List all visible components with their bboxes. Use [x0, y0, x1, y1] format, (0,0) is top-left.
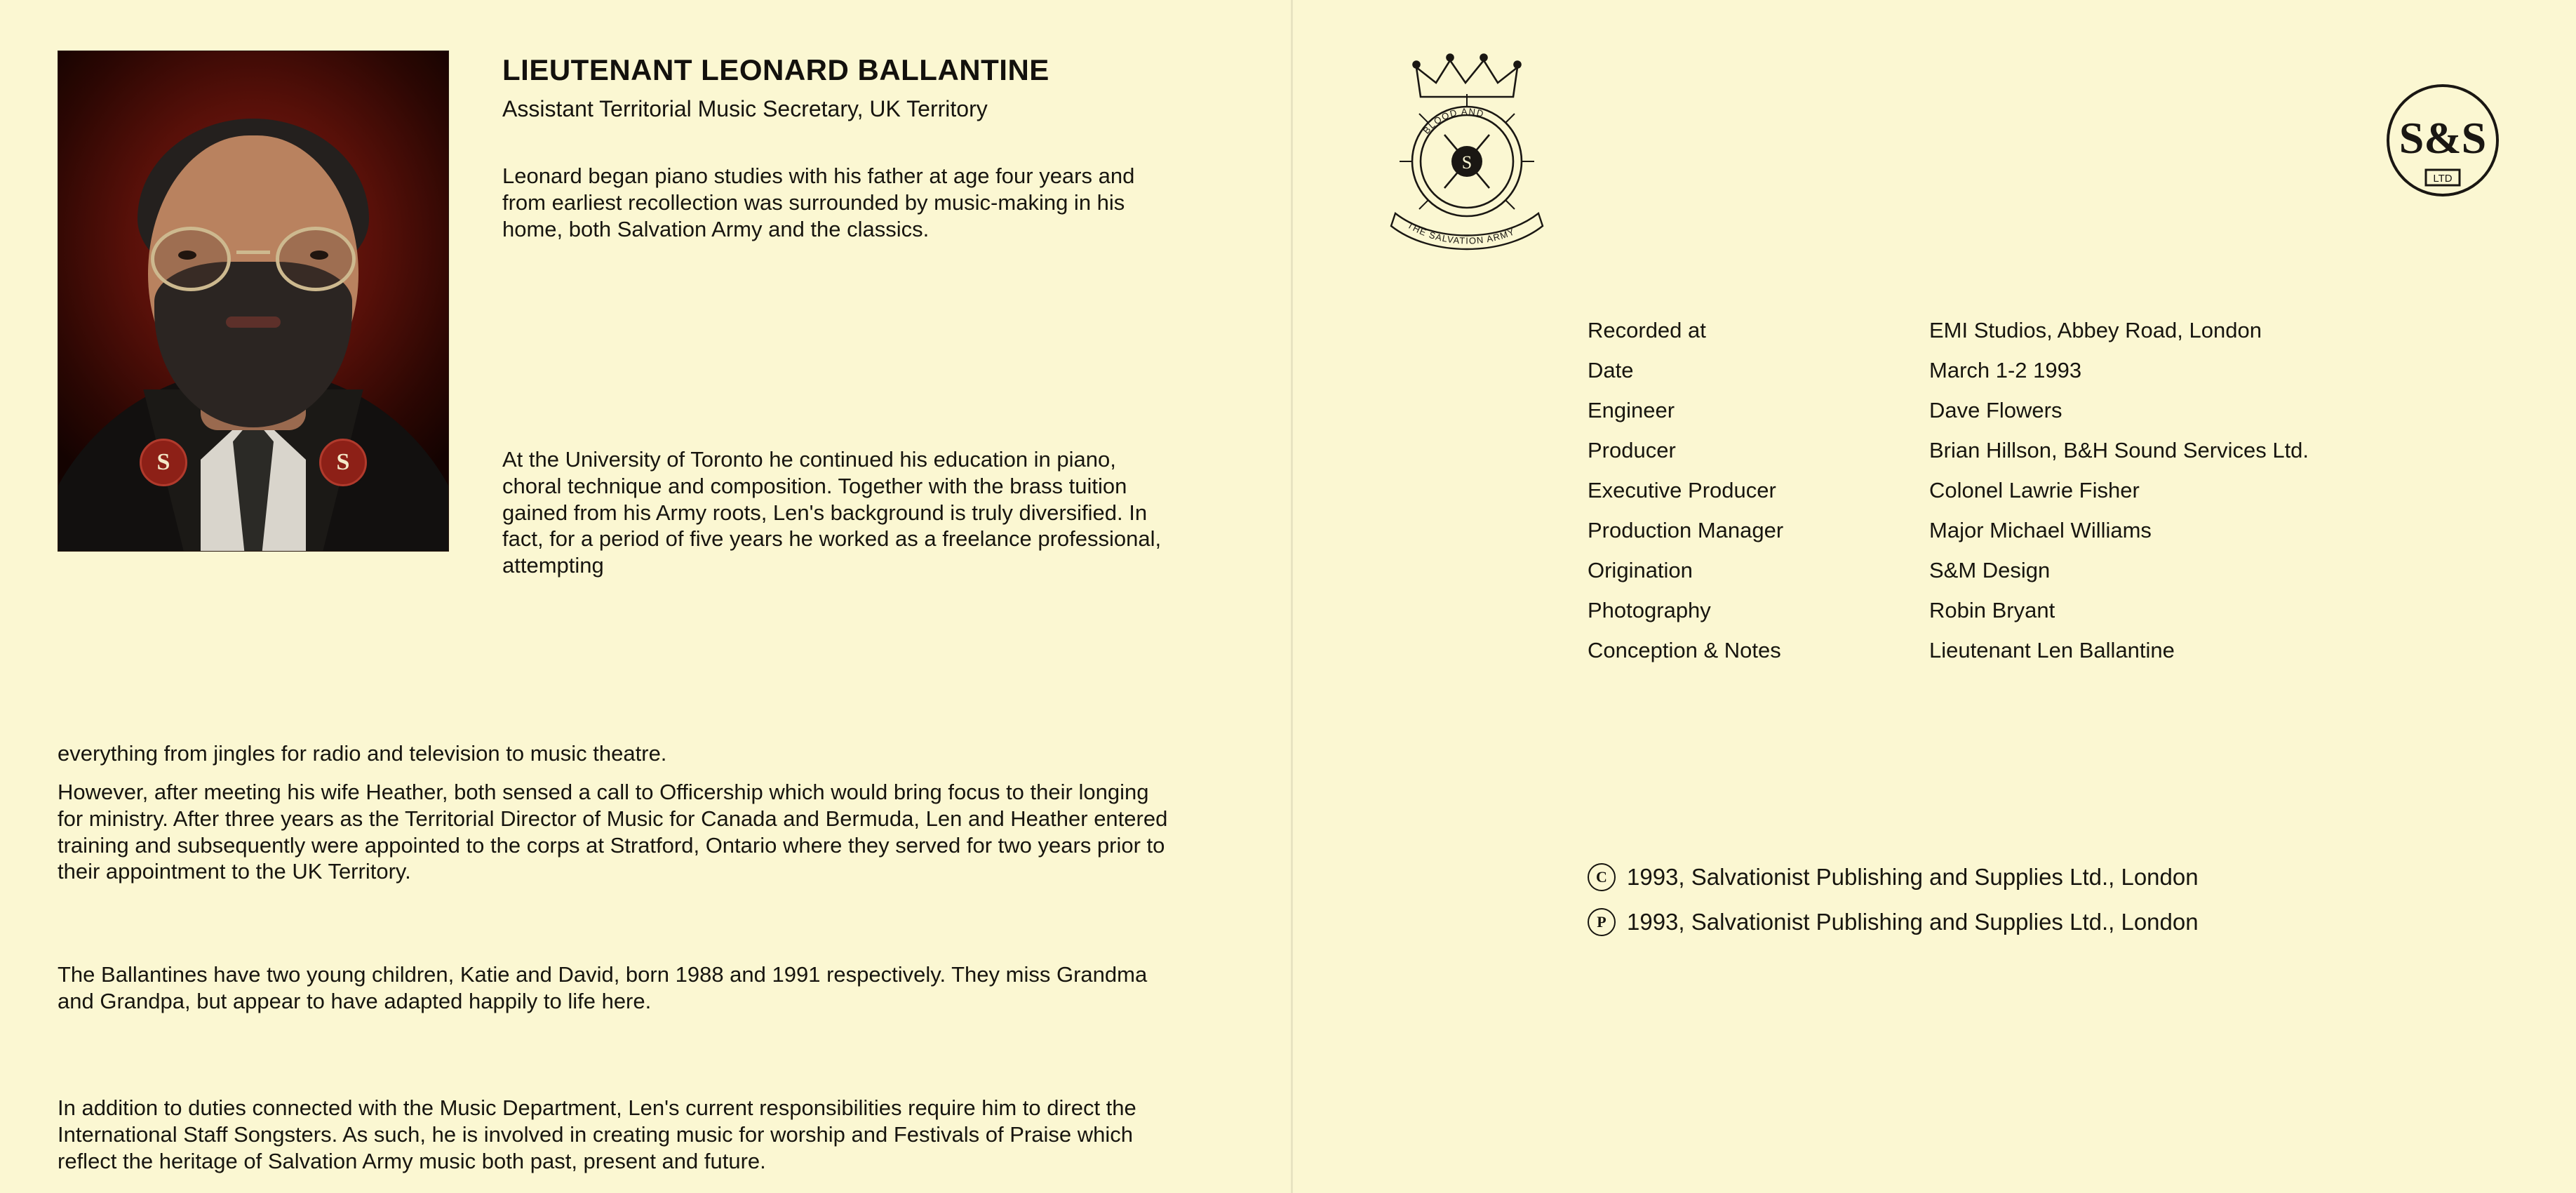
credit-label: Executive Producer — [1588, 478, 1776, 502]
credit-label: Engineer — [1588, 398, 1675, 422]
credit-value: Colonel Lawrie Fisher — [1929, 478, 2140, 502]
copyright-block — [1588, 863, 2528, 953]
credit-label: Production Manager — [1588, 518, 1784, 542]
credit-value: Major Michael Williams — [1929, 518, 2152, 542]
biography-paragraph-2-continuation: everything from jingles for radio and television to music theatre. — [58, 741, 667, 766]
credit-label: Conception & Notes — [1588, 638, 1781, 662]
credit-value: S&M Design — [1929, 558, 2051, 582]
portrait-mouth — [226, 316, 281, 328]
portrait-eye-left — [178, 251, 196, 260]
phonogram-text: 1993, Salvationist Publishing and Supplies Ltd., London — [1627, 909, 2199, 935]
credit-label: Recorded at — [1588, 318, 1706, 342]
copyright-line — [1588, 863, 2528, 891]
biography-paragraph-2: At the University of Toronto he continued his education in piano, choral technique and composition. Together with the brass tuition gained from his Army roots, Len's background is truly diversified. In fact, for a period of five years he worked as a freelance professional, attempting — [502, 447, 1162, 578]
credit-row — [1588, 639, 2514, 661]
portrait-glasses-bridge — [236, 251, 270, 254]
crest-top-text: BLOOD AND — [1421, 106, 1486, 136]
right-page — [1293, 0, 2576, 1193]
credit-label: Photography — [1588, 598, 1711, 622]
credit-value: Dave Flowers — [1929, 398, 2062, 422]
uniform-badge-right-s-icon: S — [319, 439, 367, 486]
uniform-badge-left-s-icon: S — [140, 439, 187, 486]
credits-list — [1588, 319, 2514, 679]
salvation-army-crest-icon — [1377, 42, 1559, 274]
copyright-text: 1993, Salvationist Publishing and Supplies Ltd., London — [1627, 864, 2199, 890]
credit-row — [1588, 519, 2514, 541]
credit-value: Lieutenant Len Ballantine — [1929, 638, 2175, 662]
svg-text:S: S — [1461, 152, 1473, 173]
credit-value: EMI Studios, Abbey Road, London — [1929, 318, 2262, 342]
biography-paragraph-5: In addition to duties connected with the Music Department, Len's current responsibilities require him to direct the International Staff Songsters. As such, he is involved in creating music for worship and Festivals of Praise which reflect the heritage of Salvation Army music both past, present and future. — [58, 1095, 1136, 1173]
artist-portrait-photo — [58, 51, 449, 552]
credit-label: Producer — [1588, 438, 1676, 462]
credit-row — [1588, 439, 2514, 461]
biography-paragraph-4: The Ballantines have two young children, Katie and David, born 1988 and 1991 respectively. They miss Grandma and Grandpa, but appear to have adapted happily to life here. — [58, 962, 1148, 1013]
artist-heading-block — [502, 55, 1176, 121]
page-subtitle: Assistant Territorial Music Secretary, UK Territory — [502, 96, 988, 122]
credit-label: Origination — [1588, 558, 1693, 582]
publisher-logo-icon — [2380, 77, 2506, 204]
credit-row — [1588, 559, 2514, 581]
portrait-eye-right — [310, 251, 328, 260]
credit-row — [1588, 319, 2514, 341]
credit-row — [1588, 399, 2514, 421]
credit-row — [1588, 599, 2514, 621]
credit-label: Date — [1588, 358, 1634, 382]
credit-row — [1588, 359, 2514, 381]
svg-text:BLOOD AND — [1421, 106, 1485, 135]
phonogram-symbol-icon: P — [1588, 908, 1616, 936]
credit-value: Robin Bryant — [1929, 598, 2055, 622]
crest-bottom-text: THE SALVATION ARMY — [1405, 219, 1517, 246]
copyright-symbol-icon: C — [1588, 863, 1616, 891]
biography-paragraph-1: Leonard began piano studies with his father at age four years and from earliest recollection was surrounded by music-making in his home, both Salvation Army and the classics. — [502, 164, 1135, 241]
credit-value: March 1-2 1993 — [1929, 358, 2082, 382]
publisher-logo-suffix: LTD — [2433, 173, 2453, 185]
publisher-logo-letters: S&S — [2399, 113, 2487, 163]
credit-value: Brian Hillson, B&H Sound Services Ltd. — [1929, 438, 2309, 462]
biography-paragraph-3: However, after meeting his wife Heather, both sensed a call to Officership which would bring focus to their longing for ministry. After three years as the Territorial Director of Music for Canada and Bermuda, Len and Heather entered training and subsequently were appointed to the corps at Stratford, Ontario where they served for two years prior to their appointment to the UK Territory. — [58, 780, 1168, 884]
credit-row — [1588, 479, 2514, 501]
page-title: LIEUTENANT LEONARD BALLANTINE — [502, 53, 1049, 86]
phonogram-line — [1588, 908, 2528, 936]
